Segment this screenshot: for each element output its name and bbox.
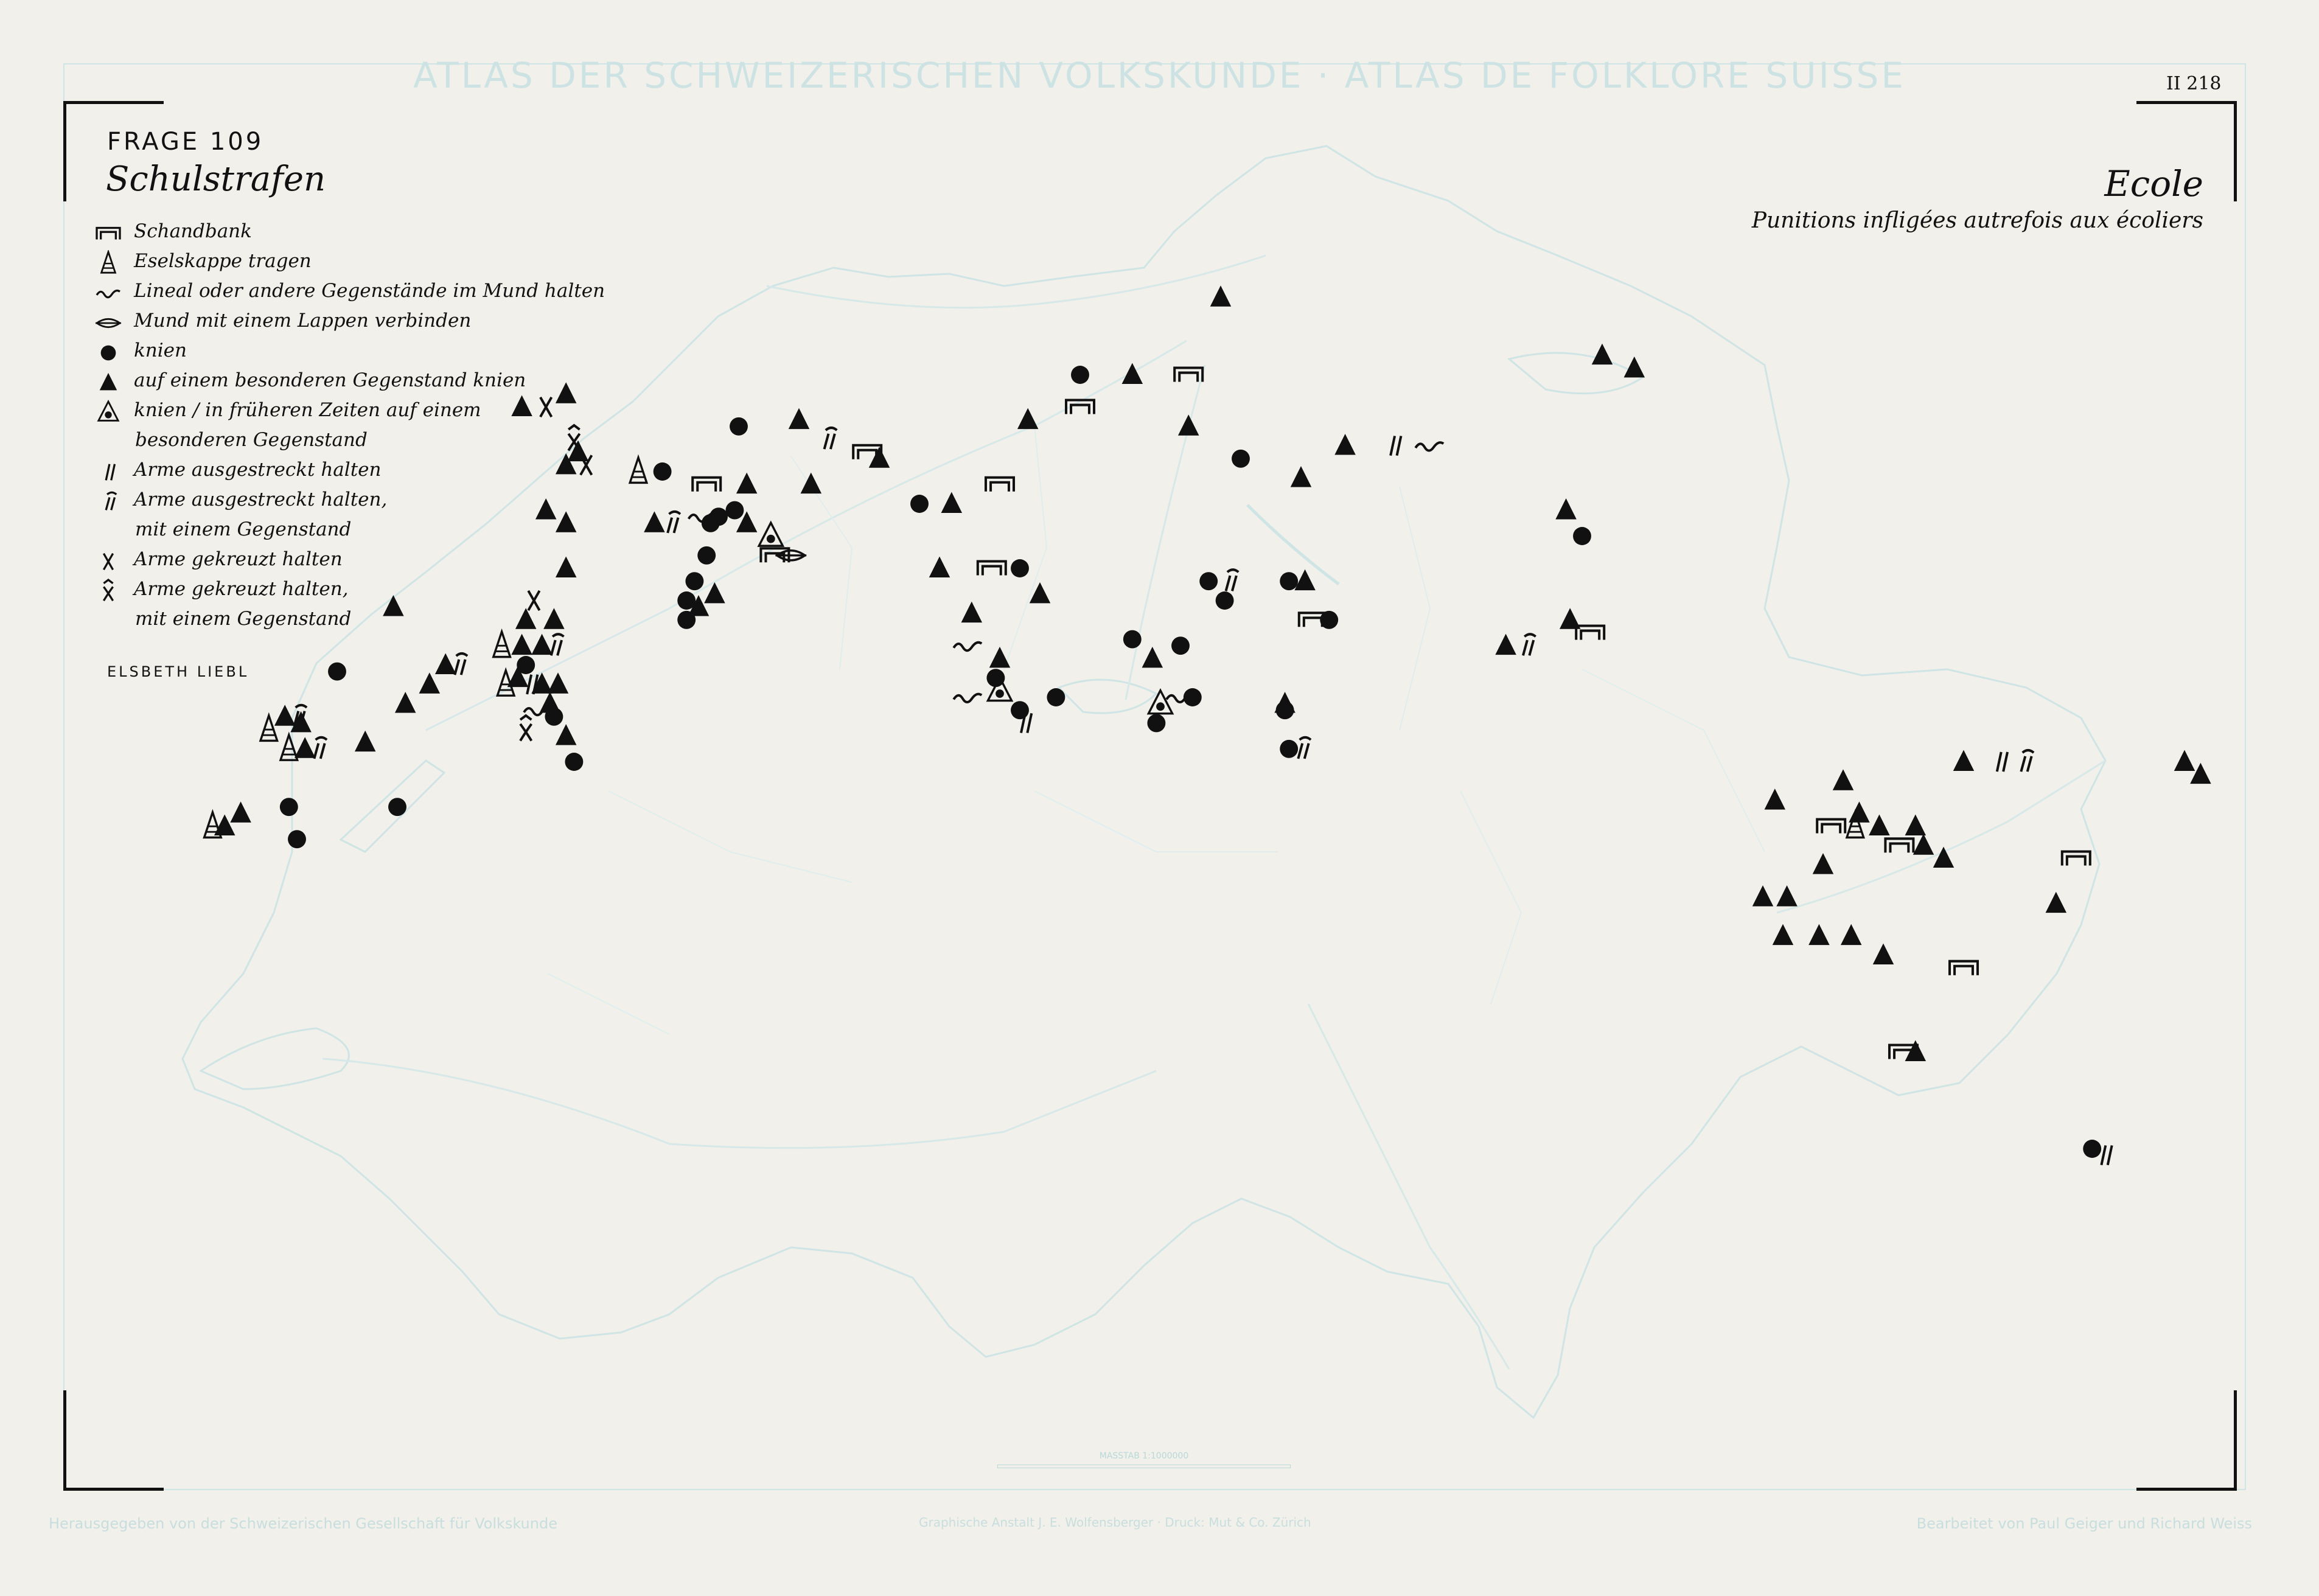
map-symbol-dot bbox=[280, 798, 298, 816]
map-symbol-dot bbox=[1280, 740, 1298, 758]
dot-icon bbox=[91, 340, 134, 367]
map-symbol-dot bbox=[1047, 688, 1065, 706]
map-symbol-tridot bbox=[1148, 691, 1172, 714]
map-symbol-tri bbox=[1808, 924, 1830, 946]
map-symbol-cap bbox=[281, 735, 298, 760]
map-symbol-bench bbox=[692, 478, 720, 492]
map-symbol-tri bbox=[1833, 769, 1854, 790]
map-symbol-dot bbox=[1573, 527, 1591, 545]
map-title-de: Schulstrafen bbox=[106, 159, 326, 199]
lake-constance bbox=[1509, 353, 1643, 394]
map-symbol-tri bbox=[1142, 647, 1163, 668]
map-title-fr: Ecole bbox=[2104, 163, 2203, 204]
author: ELSBETH LIEBL bbox=[107, 663, 249, 680]
map-symbol-tri bbox=[1776, 885, 1798, 907]
legend-label: knien / in früheren Zeiten auf einem bbox=[134, 399, 481, 421]
legend-label: Arme ausgestreckt halten bbox=[134, 459, 382, 481]
map-symbol-dot bbox=[2083, 1140, 2101, 1158]
scale-line bbox=[997, 1465, 1291, 1468]
map-symbol-dot bbox=[677, 611, 696, 629]
legend-item-triangle-dot bbox=[91, 399, 590, 429]
map-symbol-arms bbox=[1390, 436, 1401, 456]
map-symbol-bench bbox=[2062, 852, 2090, 866]
publisher-note: Herausgegeben von der Schweizerischen Gesellschaft für Volkskunde bbox=[49, 1515, 557, 1532]
gag-icon bbox=[91, 310, 134, 337]
map-symbol-tri bbox=[789, 408, 810, 430]
arms-object-icon bbox=[91, 489, 134, 516]
map-symbol-dot bbox=[1011, 701, 1029, 719]
map-symbol-tri bbox=[419, 672, 441, 694]
editors-note: Bearbeitet von Paul Geiger und Richard Weiss bbox=[1916, 1515, 2252, 1532]
map-symbol-dot bbox=[1011, 559, 1029, 577]
map-subtitle-fr: Punitions infligées autrefois aux écoliers bbox=[1751, 208, 2203, 233]
legend-label: Schandbank bbox=[134, 220, 252, 242]
legend-label: Mund mit einem Lappen verbinden bbox=[134, 310, 472, 332]
map-symbol-dot bbox=[1184, 688, 1202, 706]
map-symbol-dot bbox=[388, 798, 406, 816]
map-symbol-armsobj bbox=[668, 512, 680, 533]
map-symbol-tri bbox=[2046, 892, 2067, 913]
lake-lucerne bbox=[1059, 680, 1156, 713]
printer-note: Graphische Anstalt J. E. Wolfensberger · Druck: Mut & Co. Zürich bbox=[919, 1515, 1311, 1530]
map-symbol-crossobj bbox=[520, 716, 531, 741]
map-symbol-bench bbox=[1885, 838, 1913, 852]
map-symbol-tri bbox=[1752, 885, 1774, 907]
map-symbol-tri bbox=[1905, 814, 1927, 835]
map-symbol-tri bbox=[435, 653, 456, 674]
map-symbol-tri bbox=[2174, 750, 2195, 771]
map-symbol-tri bbox=[1122, 363, 1143, 384]
map-symbol-bench bbox=[1174, 368, 1202, 382]
map-symbol-tri bbox=[1210, 285, 1232, 307]
map-symbol-armsobj bbox=[825, 428, 837, 449]
map-symbol-dot bbox=[1280, 572, 1298, 590]
map-symbol-tri bbox=[1841, 924, 1862, 946]
map-symbol-arms bbox=[1997, 752, 2007, 772]
triangle-icon bbox=[91, 369, 134, 397]
map-symbol-tri bbox=[2190, 763, 2211, 784]
map-symbol-armsobj bbox=[1523, 634, 1536, 655]
map-symbol-tri bbox=[556, 724, 577, 745]
atlas-title: ATLAS DER SCHWEIZERISCHEN VOLKSKUNDE · ATLAS DE FOLKLORE SUISSE bbox=[413, 55, 1906, 96]
legend-item-wave bbox=[91, 280, 605, 310]
sheet-number: II 218 bbox=[2166, 73, 2222, 94]
legend-item-bench bbox=[91, 220, 590, 250]
map-symbol-tri bbox=[1913, 834, 1934, 855]
map-symbol-tri bbox=[1773, 924, 1794, 946]
legend-label: Arme gekreuzt halten bbox=[134, 548, 343, 570]
legend-item-cross bbox=[91, 548, 590, 578]
map-symbol-tri bbox=[1869, 814, 1890, 835]
legend-item-triangle bbox=[91, 369, 590, 399]
legend-label-continued: mit einem Gegenstand bbox=[135, 608, 352, 630]
legend-label-continued: mit einem Gegenstand bbox=[135, 518, 352, 540]
map-symbol-dot bbox=[288, 830, 306, 848]
map-symbol-cap bbox=[260, 716, 277, 741]
map-symbol-tri bbox=[644, 511, 665, 532]
map-symbol-tri bbox=[961, 602, 983, 623]
river-rhine bbox=[767, 256, 1266, 308]
map-symbol-tri bbox=[1953, 750, 1975, 771]
map-symbol-wave bbox=[1415, 442, 1443, 450]
legend-item-gag bbox=[91, 310, 590, 340]
map-symbol-tri bbox=[295, 737, 316, 758]
map-symbol-tri bbox=[1933, 846, 1955, 868]
arms-outstretched-icon bbox=[91, 459, 134, 486]
map-symbol-armsobj bbox=[314, 737, 327, 759]
map-symbol-tri bbox=[1030, 582, 1051, 604]
legend-label-continued: besonderen Gegenstand bbox=[135, 429, 368, 451]
map-symbol-tri bbox=[1592, 344, 1613, 365]
map-symbol-dot bbox=[1147, 714, 1165, 732]
map-symbol-tri bbox=[1017, 408, 1039, 430]
legend-item-dot bbox=[91, 340, 590, 369]
map-symbol-bench bbox=[978, 562, 1006, 576]
map-symbol-armsobj bbox=[455, 653, 467, 675]
map-symbol-dot bbox=[1232, 450, 1250, 468]
map-symbol-arms bbox=[2101, 1146, 2112, 1165]
map-symbol-wave bbox=[954, 643, 982, 650]
map-symbol-tri bbox=[1495, 634, 1516, 655]
map-symbol-dot bbox=[1216, 591, 1234, 610]
map-symbol-armsobj bbox=[2021, 750, 2034, 772]
legend-item-cross-object bbox=[91, 578, 590, 608]
map-symbol-tri bbox=[929, 556, 950, 577]
map-symbol-tri bbox=[989, 647, 1011, 668]
map-symbol-bench bbox=[1817, 820, 1845, 834]
legend-item-cap bbox=[91, 250, 590, 280]
map-symbol-dot bbox=[1123, 630, 1142, 649]
map-symbol-dot bbox=[545, 708, 563, 726]
legend bbox=[91, 220, 605, 638]
legend-label: Eselskappe tragen bbox=[134, 250, 312, 272]
map-symbol-tri bbox=[941, 492, 963, 513]
map-symbol-dot bbox=[1171, 636, 1190, 655]
triangle-dot-icon bbox=[91, 399, 134, 427]
bench-icon bbox=[91, 220, 134, 248]
map-symbol-tri bbox=[1334, 434, 1356, 455]
question-number: FRAGE 109 bbox=[107, 128, 264, 156]
legend-item-arms bbox=[91, 459, 590, 489]
map-symbol-dot bbox=[654, 462, 672, 481]
legend-item-arms-object bbox=[91, 489, 590, 518]
map-symbol-bench bbox=[1576, 626, 1604, 640]
legend-label: auf einem besonderen Gegenstand knien bbox=[134, 369, 526, 391]
wave-icon bbox=[91, 280, 134, 307]
map-symbol-tridot bbox=[759, 523, 783, 546]
river-inn bbox=[1777, 761, 2105, 913]
scale-label: MASSTAB 1:1000000 bbox=[1099, 1451, 1189, 1461]
map-symbol-dot bbox=[910, 495, 929, 513]
map-symbol-tri bbox=[1291, 466, 1312, 487]
map-symbol-tri bbox=[1813, 853, 1834, 874]
map-symbol-bench bbox=[1950, 961, 1978, 975]
river-rhone bbox=[323, 1059, 1156, 1148]
map-symbol-dot bbox=[1199, 572, 1218, 590]
lake-zurich bbox=[1247, 505, 1339, 584]
legend-label: knien bbox=[134, 340, 187, 361]
map-symbol-tri bbox=[1274, 692, 1296, 713]
map-symbol-dot bbox=[730, 417, 748, 436]
river-reuss bbox=[1126, 365, 1205, 700]
map-symbol-tri bbox=[1178, 414, 1199, 436]
map-symbol-tri bbox=[355, 731, 376, 752]
map-symbol-dot bbox=[697, 546, 716, 565]
map-symbol-tri bbox=[1555, 498, 1577, 520]
map-symbol-tri bbox=[736, 473, 758, 494]
map-symbol-tri bbox=[548, 672, 569, 694]
map-symbol-dot bbox=[685, 572, 703, 590]
map-symbol-cap bbox=[630, 458, 647, 483]
map-symbol-dot bbox=[1071, 366, 1089, 384]
map-symbol-tri bbox=[230, 801, 251, 823]
legend-label: Arme gekreuzt halten, bbox=[134, 578, 349, 600]
map-symbol-armsobj bbox=[1226, 570, 1239, 591]
map-symbol-tri bbox=[1624, 357, 1645, 378]
scale-bar bbox=[961, 1451, 1327, 1468]
map-symbol-armsobj bbox=[1298, 737, 1311, 759]
map-symbol-wave bbox=[954, 694, 982, 702]
map-symbol-tri bbox=[395, 692, 416, 713]
map-symbol-tri bbox=[274, 705, 296, 726]
legend-label: Arme ausgestreckt halten, bbox=[134, 489, 388, 511]
map-symbol-tri bbox=[1873, 943, 1894, 964]
dunce-cap-icon bbox=[91, 250, 134, 277]
map-symbol-dot bbox=[328, 663, 346, 681]
map-symbol-dot bbox=[702, 514, 720, 532]
arms-crossed-object-icon bbox=[91, 578, 134, 605]
map-symbol-dot bbox=[565, 753, 583, 771]
map-symbol-dot bbox=[1320, 611, 1338, 629]
map-symbol-tri bbox=[1765, 789, 1786, 810]
map-symbol-gag bbox=[776, 551, 807, 560]
map-symbol-bench bbox=[986, 478, 1014, 492]
legend-label: Lineal oder andere Gegenstände im Mund halten bbox=[134, 280, 605, 302]
arms-crossed-icon bbox=[91, 548, 134, 576]
river-ticino bbox=[1308, 1004, 1509, 1369]
map-symbol-dot bbox=[725, 501, 744, 520]
